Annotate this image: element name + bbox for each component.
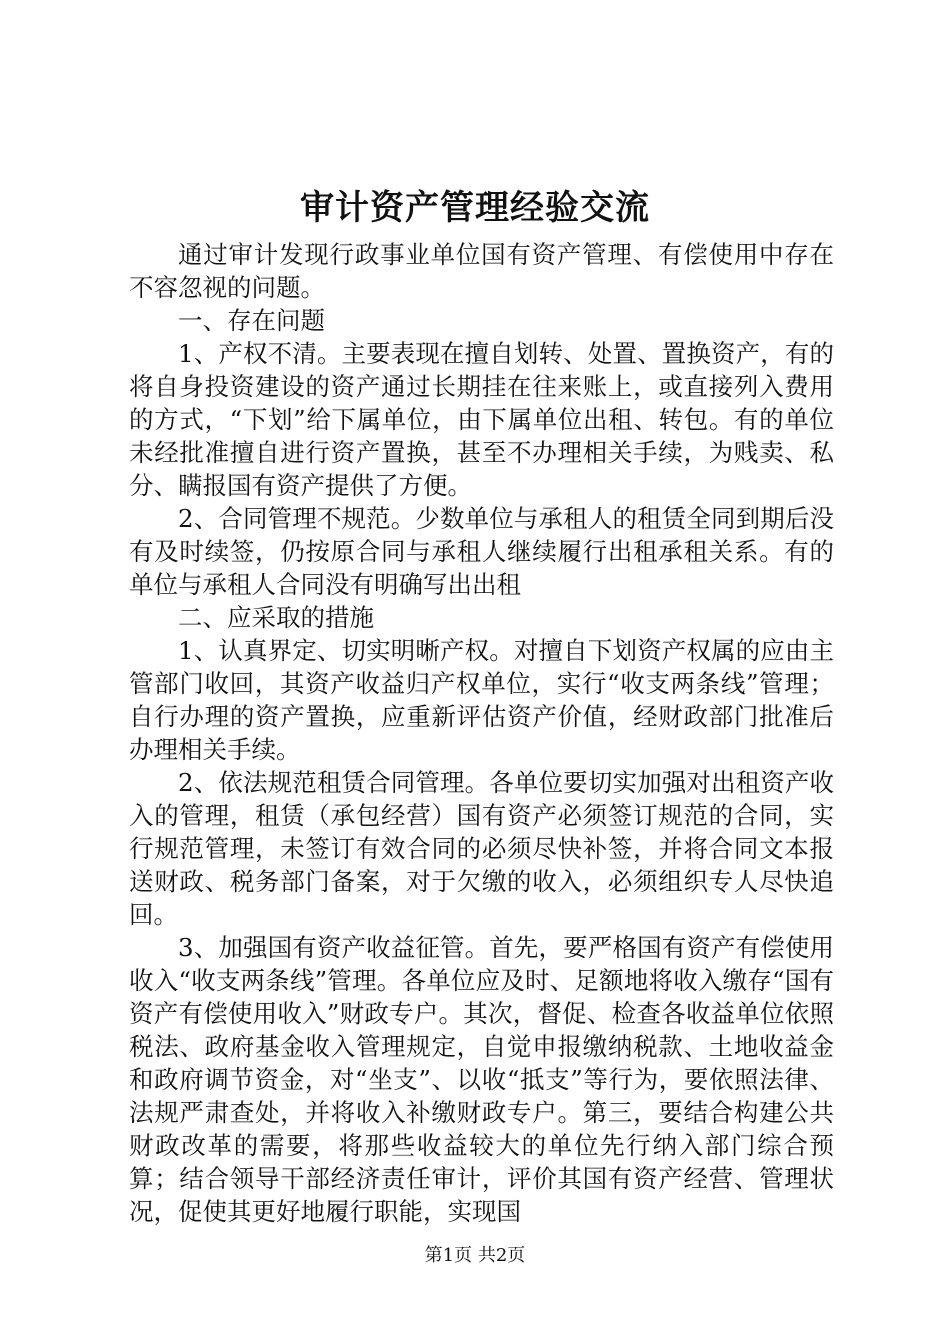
document-title: 审计资产管理经验交流 bbox=[300, 188, 650, 228]
paragraph-measure-2: 2、依法规范租赁合同管理。各单位要切实加强对出租资产收入的管理，租赁（承包经营）国有资产必须签订规范的合同，实行规范管理，未签订有效合同的必须尽快补签，并将合同文本报送财政、税务部门备案，对于欠缴的收入，必须组织专人尽快追回。 bbox=[129, 768, 834, 929]
paragraph-problem-1: 1、产权不清。主要表现在擅自划转、处置、置换资产，有的将自身投资建设的资产通过长期挂在往来账上，或直接列入费用的方式，“下划”给下属单位，由下属单位出租、转包。有的单位未经批准擅自进行资产置换，甚至不办理相关手续，为贱卖、私分、瞒报国有资产提供了方便。 bbox=[129, 339, 834, 500]
section-heading-problems: 一、存在问题 bbox=[178, 306, 325, 335]
paragraph-problem-2: 2、合同管理不规范。少数单位与承租人的租赁全同到期后没有及时续签，仍按原合同与承租人继续履行出租承租关系。有的单位与承租人合同没有明确写出出租 bbox=[129, 504, 834, 599]
section-heading-measures: 二、应采取的措施 bbox=[178, 603, 374, 632]
page-number-footer: 第1页 共2页 bbox=[424, 1245, 526, 1266]
paragraph-measure-3: 3、加强国有资产收益征管。首先，要严格国有资产有偿使用收入“收支两条线”管理。各单位应及时、足额地将收入缴存“国有资产有偿使用收入”财政专户。其次，督促、检查各收益单位依照税法、政府基金收入管理规定，自觉申报缴纳税款、土地收益金和政府调节资金，对“坐支”、以收“抵支”等行为，要依照法律、法规严肃查处，并将收入补缴财政专户。第三，要结合构建公共财政改革的需要，将那些收益较大的单位先行纳入部门综合预算；结合领导干部经济责任审计，评价其国有资产经营、管理状况，促使其更好地履行职能，实现国 bbox=[129, 933, 834, 1226]
paragraph-measure-1: 1、认真界定、切实明晰产权。对擅自下划资产权属的应由主管部门收回，其资产收益归产权单位，实行“收支两条线”管理；自行办理的资产置换，应重新评估资产价值，经财政部门批准后办理相关手续。 bbox=[129, 636, 834, 764]
document-body bbox=[129, 238, 834, 1228]
paragraph-intro: 通过审计发现行政事业单位国有资产管理、有偿使用中存在不容忽视的问题。 bbox=[129, 240, 834, 302]
